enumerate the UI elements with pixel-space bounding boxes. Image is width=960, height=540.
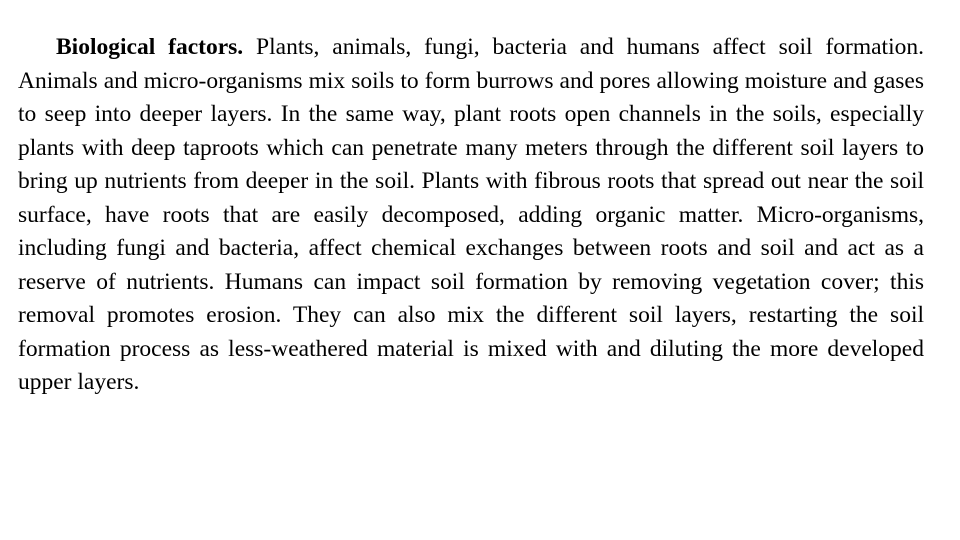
paragraph-heading: Biological factors. bbox=[56, 34, 244, 60]
body-paragraph bbox=[18, 31, 924, 400]
paragraph-body: Plants, animals, fungi, bacteria and humans affect soil formation. Animals and micro-organisms mix soils to form burrows and pores allowing moisture and gases to seep into deeper layers. In the same way, plant roots open channels in the soils, especially plants with deep taproots which can penetrate many meters through the different soil layers to bring up nutrients from deeper in the soil. Plants with fibrous roots that spread out near the soil surface, have roots that are easily decomposed, adding organic matter. Micro-organisms, including fungi and bacteria, affect chemical exchanges between roots and soil and act as a reserve of nutrients. Humans can impact soil formation by removing vegetation cover; this removal promotes erosion. They can also mix the different soil layers, restarting the soil formation process as less-weathered material is mixed with and diluting the more developed upper layers. bbox=[18, 34, 924, 395]
